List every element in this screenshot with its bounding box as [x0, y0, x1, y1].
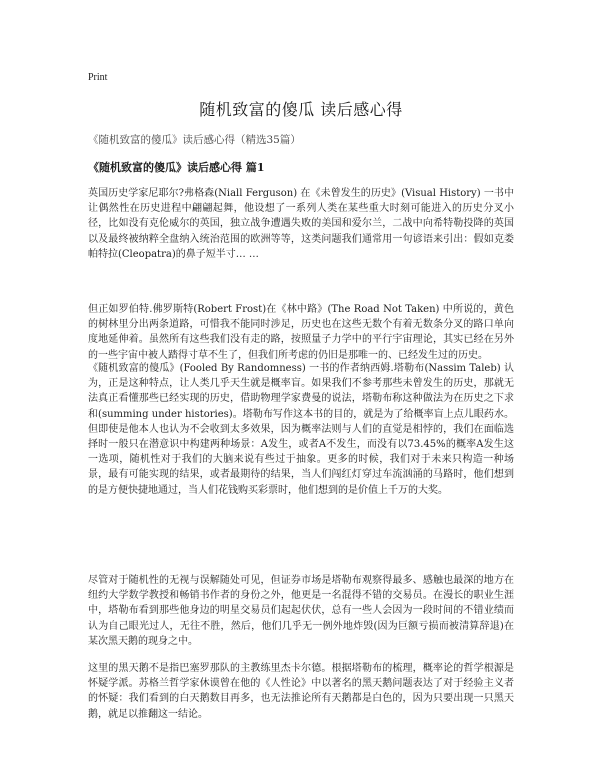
print-label: Print — [88, 72, 108, 83]
paragraph-4: 尽管对于随机性的无视与误解随处可见，但证券市场是塔勒布观察得最多、感触也最深的地方在纽约大学数学教授和畅销书作者的身份之外，他更是一名混得不错的交易员。在漫长的职业生涯中，塔勒布看到那些他身边的明星交易员们起起伏伏，总有一些人会因为一段时间的不错业绩而认为自己眼光过人，无往不胜，然后，他们几乎无一例外地炸毁(因为巨额亏损而被清算辞退)在某次黑天鹅的现身之中。 — [88, 575, 514, 647]
paragraph-2: 但正如罗伯特.佛罗斯特(Robert Frost)在《林中路》(The Road Not Taken) 中所说的，黄色的树林里分出两条道路，可惜我不能同时涉足，历史也在这些无数个有着无数条分叉的路口单向度地延伸着。虽然所有这些我们没有走的路，按照量子力学中的平行宇宙理论，其实已经在另外的一些宇宙中被人踏得寸草不生了，但我们所考虑的仍旧是那唯一的、已经发生过的历史。 — [88, 304, 514, 361]
section-heading: 《随机致富的傻瓜》读后感心得 篇1 — [88, 161, 265, 174]
document-subtitle: 《随机致富的傻瓜》读后感心得（精选35篇） — [88, 134, 301, 146]
paragraph-5: 这里的黑天鹅不是指巴塞罗那队的主教练里杰卡尔德。根据塔勒布的梳理，概率论的哲学根源是怀疑学派。苏格兰哲学家休谟曾在他的《人性论》中以著名的黑天鹅问题表达了对于经验主义者的怀疑：我们看到的白天鹅数目再多，也无法推论所有天鹅都是白色的，因为只要出现一只黑天鹅，就足以推翻这一结论。 — [88, 663, 514, 720]
paragraph-3: 《随机致富的傻瓜》(Fooled By Randomness) 一书的作者纳西姆.塔勒布(Nassim Taleb) 认为，正是这种特点，让人类几乎天生就是概率盲。如果我们不参考那些未曾发生的历史，那就无法真正看懂那些已经实现的历史，借助物理学家费曼的说法，塔勒布称这种做法为在历史之下求和(summing under histories)。塔勒布写作这本书的目的，就是为了给概率盲上点儿眼药水。但即使是他本人也认为不会收到太多效果，因为概率法则与人们的直觉是相悖的，我们在面临选择时一般只在潜意识中构建两种场景：A发生，或者A不发生，而没有以73.45%的概率A发生这一选项，随机性对于我们的大脑来说有些过于抽象。更多的时候，我们对于未来只构造一种场景，最有可能实现的结果，或者最期待的结果，当人们闯红灯穿过车流汹涌的马路时，他们想到的是方便快捷地通过，当人们花钱购买彩票时，他们想到的是价值上千万的大奖。 — [88, 363, 514, 496]
paragraph-1: 英国历史学家尼耶尔?弗格森(Niall Ferguson) 在《未曾发生的历史》(Visual History) 一书中让偶然性在历史进程中翩翩起舞，他设想了一系列人类在某些重大时刻可能进入的历史分叉小径，比如没有克伦威尔的英国，独立战争遭遇失败的美国和爱尔兰，二战中向希特勒投降的英国以及最终被纳粹全盘纳入统治范围的欧洲等等，这类问题我们通常用一句谚语来引出：假如克娄帕特拉(Cleopatra)的鼻子短半寸… … — [88, 188, 514, 260]
page-title: 随机致富的傻瓜 读后感心得 — [199, 100, 403, 119]
